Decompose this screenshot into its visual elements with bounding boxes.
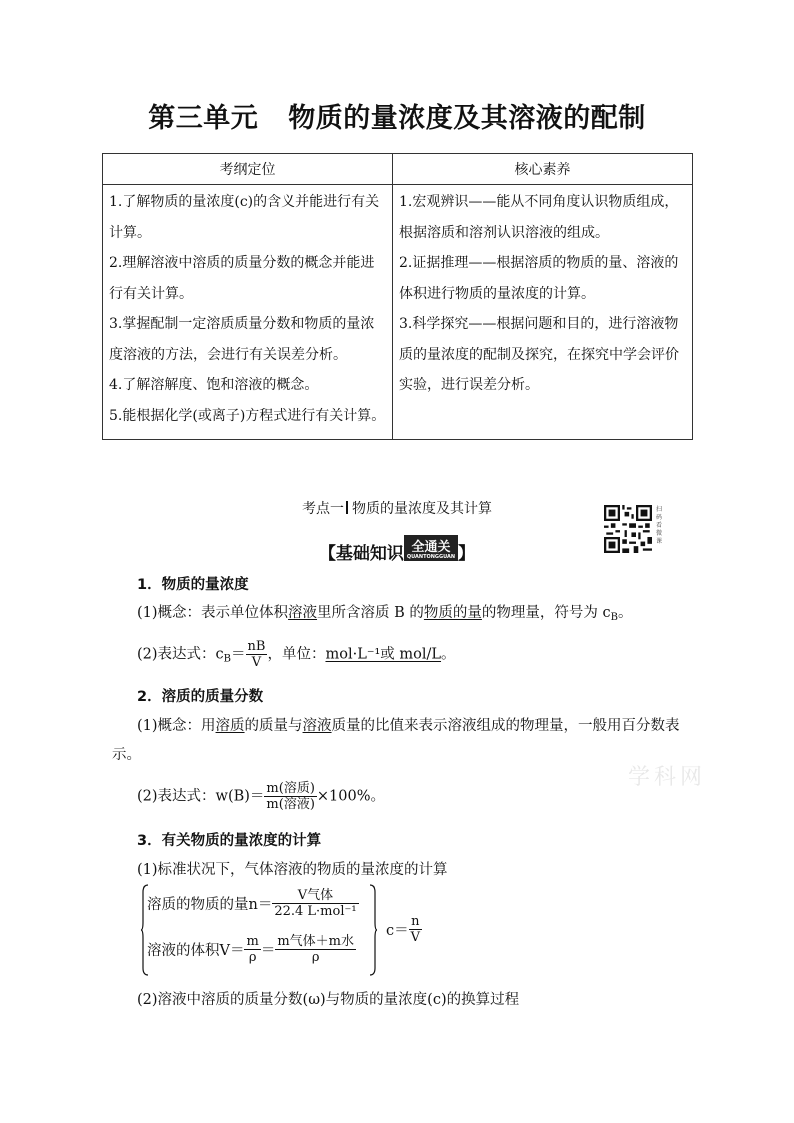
fraction: $\frac{m}{\rho}$ (246, 934, 259, 965)
watermark: 学科网 (628, 765, 707, 790)
syllabus-list (103, 185, 393, 440)
sec2-heading: 2．溶质的质量分数 (137, 689, 264, 705)
syllabus-item: 1.了解物质的量浓度(c)的含义并能进行有关计算。 (109, 194, 380, 241)
fraction: $\frac{nB}{V}$ (247, 639, 266, 670)
sec2-concept: (1)概念：用溶质的质量与溶液质量的比值来表示溶液组成的物理量，一般用百分数表示。 (112, 718, 680, 763)
formula-block (141, 884, 441, 976)
syllabus-item: 2.理解溶液中溶质的质量分数的概念并能进行有关计算。 (109, 255, 375, 302)
syllabus-table (102, 153, 693, 440)
sec1-expression: (2)表达式：$c_B=$ $\frac{nB}{V}$ ，单位：mol·L⁻¹或 mol/L。 (137, 639, 456, 670)
syllabus-item: 5.能根据化学(或离子)方程式进行有关计算。 (109, 407, 386, 424)
table-header-left: 考纲定位 (103, 154, 393, 185)
literacy-item: 3.科学探究——根据问题和目的，进行溶液物质的量浓度的配制及探究，在探究中学会评价实验，进行误差分析。 (399, 316, 679, 393)
kaodian-label: 考点一 (302, 501, 344, 517)
qr-caption: 扫码看微课 (656, 506, 663, 545)
banner-badge: 全通关 QUANTONGGUAN (404, 535, 458, 561)
formula-line2: 溶液的体积V＝ $\frac{m}{\rho}$ ＝ $\frac{\text{m气体＋m水}}{\rho}$ (147, 934, 354, 965)
fraction: $\frac{\text{m气体＋m水}}{\rho}$ (277, 934, 354, 965)
page-title (0, 96, 794, 135)
fraction: $\frac{n}{V}$ (410, 914, 421, 945)
formula-result: c＝ $\frac{n}{V}$ (386, 914, 421, 945)
section-banner: 【基础知识 全通关 QUANTONGGUAN 】 (0, 535, 794, 564)
unit-topic: 物质的量浓度及其溶液的配制 (288, 103, 646, 134)
fraction: $\frac{\text{m(溶质)}}{\text{m(溶液)}}$ (266, 781, 315, 812)
banner-text: 基础知识 (335, 544, 404, 564)
syllabus-item: 3.掌握配制一定溶质质量分数和物质的量浓度溶液的方法，会进行有关误差分析。 (109, 316, 375, 363)
literacy-item: 1.宏观辨识——能从不同角度认识物质组成，根据溶质和溶剂认识溶液的组成。 (399, 194, 679, 241)
table-header-right: 核心素养 (393, 154, 693, 185)
sec1-heading: 1．物质的量浓度 (137, 577, 249, 593)
sec3-sub1: (1)标准状况下，气体溶液的物质的量浓度的计算 (137, 862, 448, 878)
sec1-concept: (1)概念：表示单位体积溶液里所含溶质 B 的物质的量的物理量，符号为 $c_B$。 (137, 605, 633, 623)
literacy-item: 2.证据推理——根据溶质的物质的量、溶液的体积进行物质的量浓度的计算。 (399, 255, 679, 302)
right-brace-icon (369, 884, 377, 976)
literacy-list (393, 185, 693, 440)
sec2-expression: (2)表达式：w(B)＝ $\frac{\text{m(溶质)}}{\text{m(溶液)}}$ ×100%。 (137, 781, 386, 812)
syllabus-item: 4.了解溶解度、饱和溶液的概念。 (109, 377, 319, 393)
formula-line1: 溶质的物质的量n＝ $\frac{\text{V气体}}{\text{22.4 L·mol⁻¹}}$ (147, 888, 357, 919)
kaodian-title: 物质的量浓度及其计算 (352, 501, 492, 517)
kaodian-heading (0, 498, 794, 518)
fraction: $\frac{\text{V气体}}{\text{22.4 L·mol⁻¹}}$ (274, 888, 357, 919)
sec3-sub2: (2)溶液中溶质的质量分数(ω)与物质的量浓度(c)的换算过程 (137, 992, 520, 1008)
sec3-heading: 3．有关物质的量浓度的计算 (137, 833, 322, 849)
unit-label: 第三单元 (148, 103, 259, 134)
